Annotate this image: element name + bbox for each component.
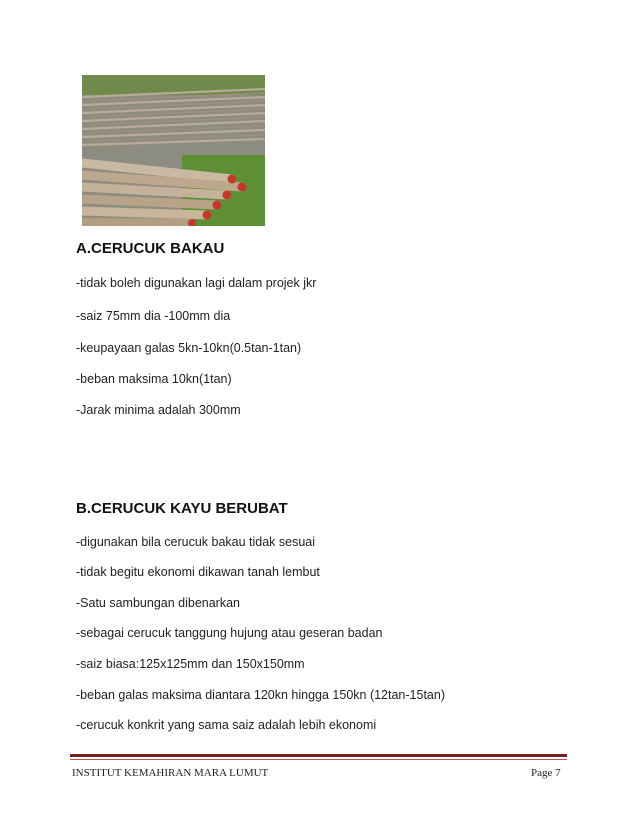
section-b-item: -saiz biasa:125x125mm dan 150x150mm <box>76 657 305 671</box>
section-b-title: B.CERUCUK KAYU BERUBAT <box>76 500 288 517</box>
section-a-item: -tidak boleh digunakan lagi dalam projek jkr <box>76 276 317 290</box>
section-b-item: -cerucuk konkrit yang sama saiz adalah lebih ekonomi <box>76 718 377 732</box>
section-a-item: -beban maksima 10kn(1tan) <box>76 372 232 386</box>
section-b-item: -beban galas maksima diantara 120kn hingga 150kn (12tan-15tan) <box>76 688 445 702</box>
footer-rule-light <box>70 759 567 760</box>
footer-institution: INSTITUT KEMAHIRAN MARA LUMUT <box>72 767 269 779</box>
section-a-title: A.CERUCUK BAKAU <box>76 240 225 257</box>
section-a-item: -saiz 75mm dia -100mm dia <box>76 309 231 323</box>
section-a-item: -keupayaan galas 5kn-10kn(0.5tan-1tan) <box>76 341 302 355</box>
footer-page-number: Page 7 <box>531 767 561 779</box>
section-b-item: -digunakan bila cerucuk bakau tidak sesuai <box>76 535 316 549</box>
section-b-item: -sebagai cerucuk tanggung hujung atau geseran badan <box>76 626 383 640</box>
section-b-item: -Satu sambungan dibenarkan <box>76 596 241 610</box>
footer-rule-dark <box>70 754 567 757</box>
timber-piles-photo <box>82 75 265 226</box>
section-b-item: -tidak begitu ekonomi dikawan tanah lembut <box>76 565 320 579</box>
timber-piles-icon <box>82 75 265 226</box>
section-a-item: -Jarak minima adalah 300mm <box>76 403 241 417</box>
